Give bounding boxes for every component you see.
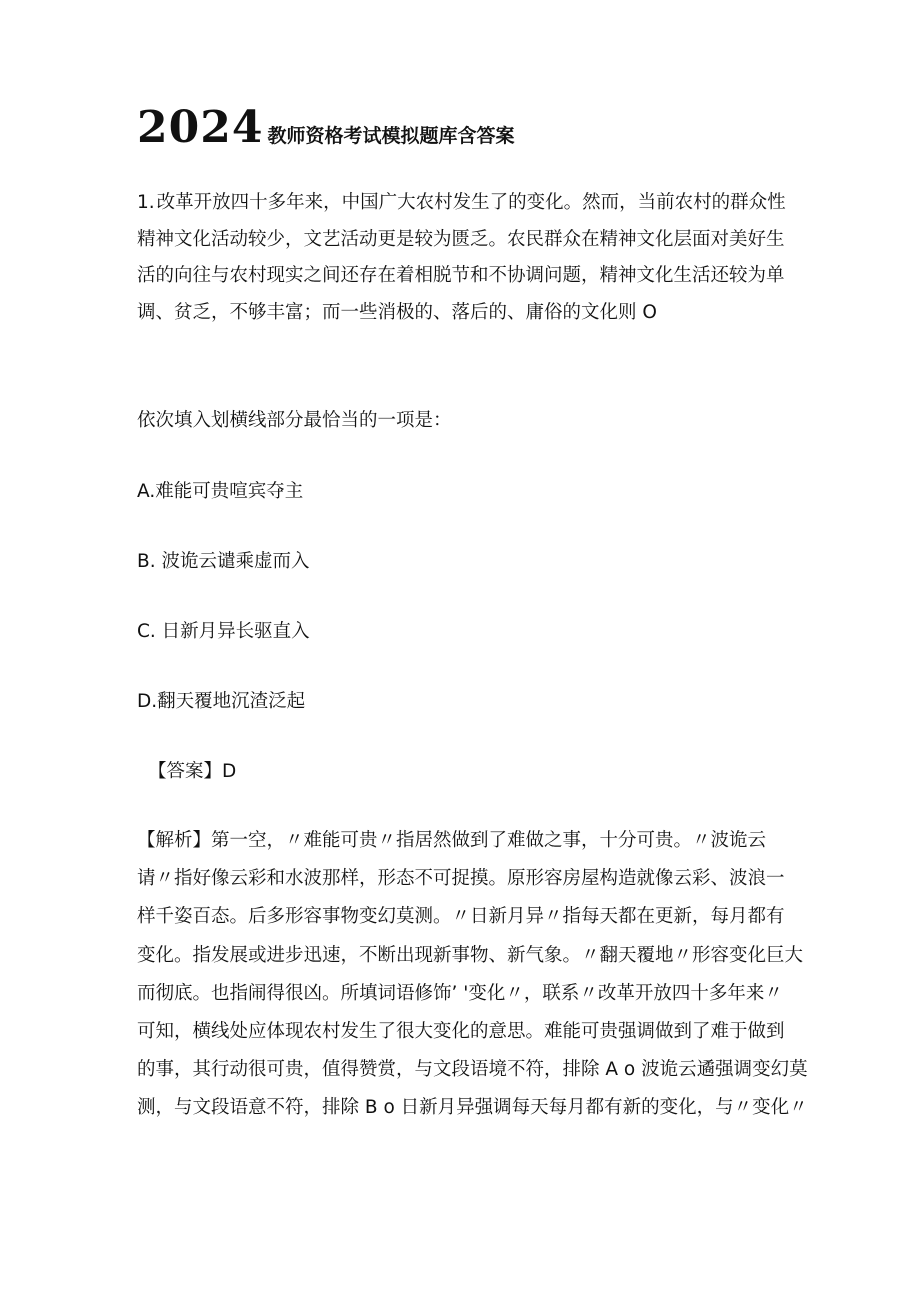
- option-a: A.难能可贵喧宾夺主: [137, 481, 304, 502]
- analysis-line: 的事，其行动很可贵，值得赞赏，与文段语境不符，排除 A o 波诡云遹强调变幻莫: [137, 1059, 808, 1081]
- question-stem-line: 活的向往与农村现实之间还存在着相脱节和不协调问题，精神文化生活还较为单: [137, 265, 785, 286]
- question-stem-line: 精神文化活动较少，文艺活动更是较为匮乏。农民群众在精神文化层面对美好生: [137, 228, 785, 250]
- analysis-line: 样千姿百态。后多形容事物变幻莫测。〃日新月异〃指每天都在更新，每月都有: [137, 906, 785, 928]
- question-stem-line: 调、贫乏，不够丰富；而一些消极的、落后的、庸俗的文化则 O: [137, 301, 657, 323]
- analysis-line: 【解析】第一空，〃难能可贵〃指居然做到了难做之事，十分可贵。〃波诡云: [137, 830, 767, 851]
- analysis-line: 变化。指发展或进步迅速，不断出现新事物、新气象。〃翻天覆地〃形容变化巨大: [137, 944, 804, 966]
- analysis-line: 请〃指好像云彩和水波那样，形态不可捉摸。原形容房屋构造就像云彩、波浪一: [137, 868, 785, 890]
- question-stem: [137, 185, 797, 331]
- question-instruction: 依次填入划横线部分最恰当的一项是：: [137, 410, 452, 431]
- option-d: D.翻天覆地沉渣泛起: [137, 691, 306, 712]
- analysis-block: [137, 822, 809, 1128]
- analysis-line: 可知，横线处应体现农村发生了很大变化的意思。难能可贵强调做到了难于做到: [137, 1021, 785, 1043]
- analysis-line: 而彻底。也指闹得很凶。所填词语修饰’ '变化〃，联系〃改革开放四十多年来〃: [137, 982, 783, 1004]
- option-b: B. 波诡云谴乘虚而入: [137, 551, 310, 572]
- question-stem-text: 改革开放四十多年来，中国广大农村发生了的变化。然而，当前农村的群众性: [156, 192, 786, 213]
- option-c: C. 日新月异长驱直入: [137, 621, 310, 642]
- analysis-line: 测，与文段语意不符，排除 B o 日新月异强调每天每月都有新的变化，与〃变化〃: [137, 1097, 808, 1119]
- title-year: 2024: [137, 102, 264, 153]
- question-stem-line: [137, 185, 797, 222]
- title-text: 教师资格考试模拟题库含答案: [267, 125, 515, 147]
- page-title: [137, 100, 514, 156]
- question-number: 1.: [137, 192, 155, 213]
- answer-label: 【答案】D: [148, 761, 237, 782]
